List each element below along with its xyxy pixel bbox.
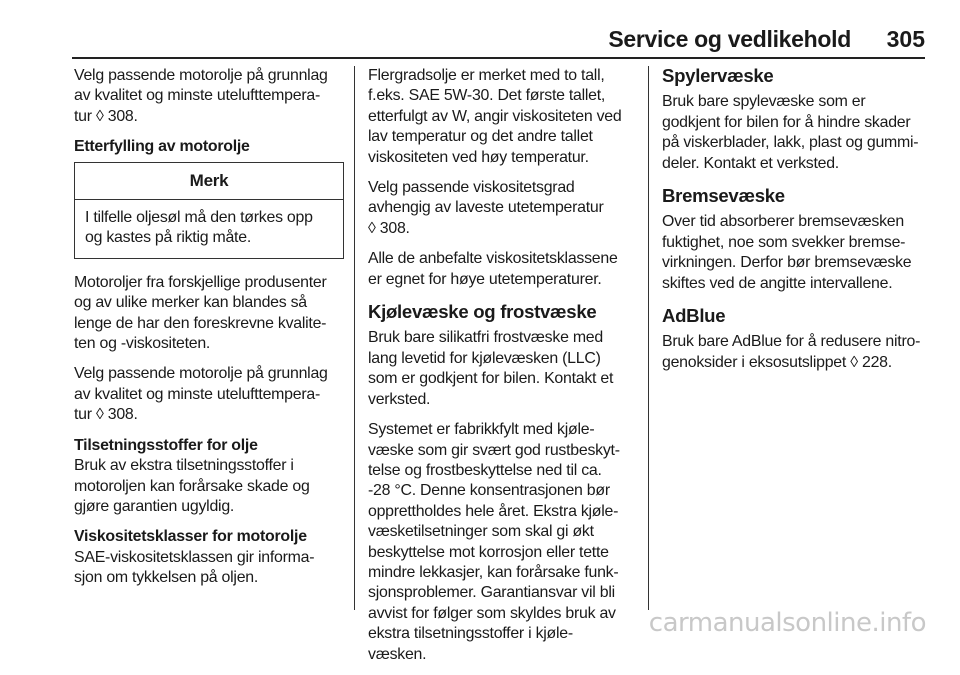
paragraph-oil-additives: Bruk av ekstra tilsetningsstoffer i motoroljen kan forårsake skade og gjøre garantien ugyldig. bbox=[74, 457, 310, 515]
section-title: Service og vedlikehold bbox=[608, 26, 851, 52]
column-1 bbox=[74, 66, 344, 599]
page-header bbox=[72, 26, 925, 56]
paragraph-adblue: Bruk bare AdBlue for å redusere nitro- genoksider i eksosutslippet ◊ 228. bbox=[662, 333, 921, 371]
column-2 bbox=[368, 66, 636, 675]
paragraph-oil-mixing: Motoroljer fra forskjellige produsenter og av ulike merker kan blandes så lenge de har den foreskrevne kvalite- ten og -viskositeten. bbox=[74, 273, 327, 353]
column-divider-1 bbox=[354, 66, 355, 610]
heading-washer-fluid: Spylervæske bbox=[662, 65, 774, 86]
paragraph-coolant-use: Bruk bare silikatfri frostvæske med lang levetid for kjølevæsken (LLC) som er godkjent for bilen. Kontakt et verksted. bbox=[368, 329, 614, 408]
note-box bbox=[74, 162, 344, 259]
heading-adblue: AdBlue bbox=[662, 305, 726, 327]
page-number: 305 bbox=[886, 26, 925, 52]
heading-coolant: Kjølevæske og frostvæske bbox=[368, 301, 597, 323]
column-divider-2 bbox=[648, 66, 649, 610]
heading-brake-fluid: Bremsevæske bbox=[662, 185, 785, 207]
paragraph-oil-selection: Velg passende motorolje på grunnlag av kvalitet og minste utelufttempera- tur ◊ 308. bbox=[74, 67, 328, 125]
paragraph-viscosity-classes: Alle de anbefalte viskositetsklassene er egnet for høye utetemperaturer. bbox=[368, 250, 618, 288]
watermark: carmanualsonline.info bbox=[648, 608, 926, 638]
paragraph-brake-fluid: Over tid absorberer bremsevæsken fuktighet, noe som svekker bremse- virkningen. Derfor bør bremsevæske skiftes ved de angitte intervallene. bbox=[662, 213, 912, 292]
paragraph-viscosity-grade: Velg passende viskositetsgrad avhengig av laveste utetemperatur ◊ 308. bbox=[368, 179, 604, 237]
heading-oil-refill: Etterfylling av motorolje bbox=[74, 138, 250, 156]
paragraph-multigrade-oil: Flergradsolje er merket med to tall, f.eks. SAE 5W-30. Det første tallet, etterfulgt av W, angir viskositeten ved lav temperatur og det andre tallet viskositeten ved høy temperatur. bbox=[368, 67, 622, 166]
paragraph-viscosity: SAE-viskositetsklassen gir informa- sjon om tykkelsen på oljen. bbox=[74, 548, 315, 587]
column-3 bbox=[662, 66, 928, 383]
paragraph-oil-selection-2: Velg passende motorolje på grunnlag av kvalitet og minste utelufttempera- tur ◊ 308. bbox=[74, 365, 328, 424]
header-divider bbox=[72, 57, 925, 59]
heading-viscosity-classes: Viskositetsklasser for motorolje bbox=[74, 528, 307, 546]
note-title: Merk bbox=[75, 163, 343, 200]
paragraph-coolant-system: Systemet er fabrikkfylt med kjøle- væske som gir svært god rustbeskyt- telse og frostbeskyttelse ned til ca. -28 °C. Denne konsentrasjonen bør opprettholdes hele året. Ekstra kjøle- væsketilsetninger som skal gi økt beskyttelse mot korrosjon eller tette mindre lekkasjer, kan forårsake funk- sjonsproblemer. Garantiansvar vil bli avvist for følger som skyldes bruk av ekstra tilsetningsstoffer i kjøle- væsken. bbox=[368, 421, 620, 663]
paragraph-washer-fluid: Bruk bare spylevæske som er godkjent for bilen for å hindre skader på viskerblader, lakk, plast og gummi- deler. Kontakt et verksted. bbox=[662, 93, 919, 172]
note-body: I tilfelle oljesøl må den tørkes opp og kastes på riktig måte. bbox=[85, 209, 313, 247]
heading-oil-additives: Tilsetningsstoffer for olje bbox=[74, 436, 258, 454]
